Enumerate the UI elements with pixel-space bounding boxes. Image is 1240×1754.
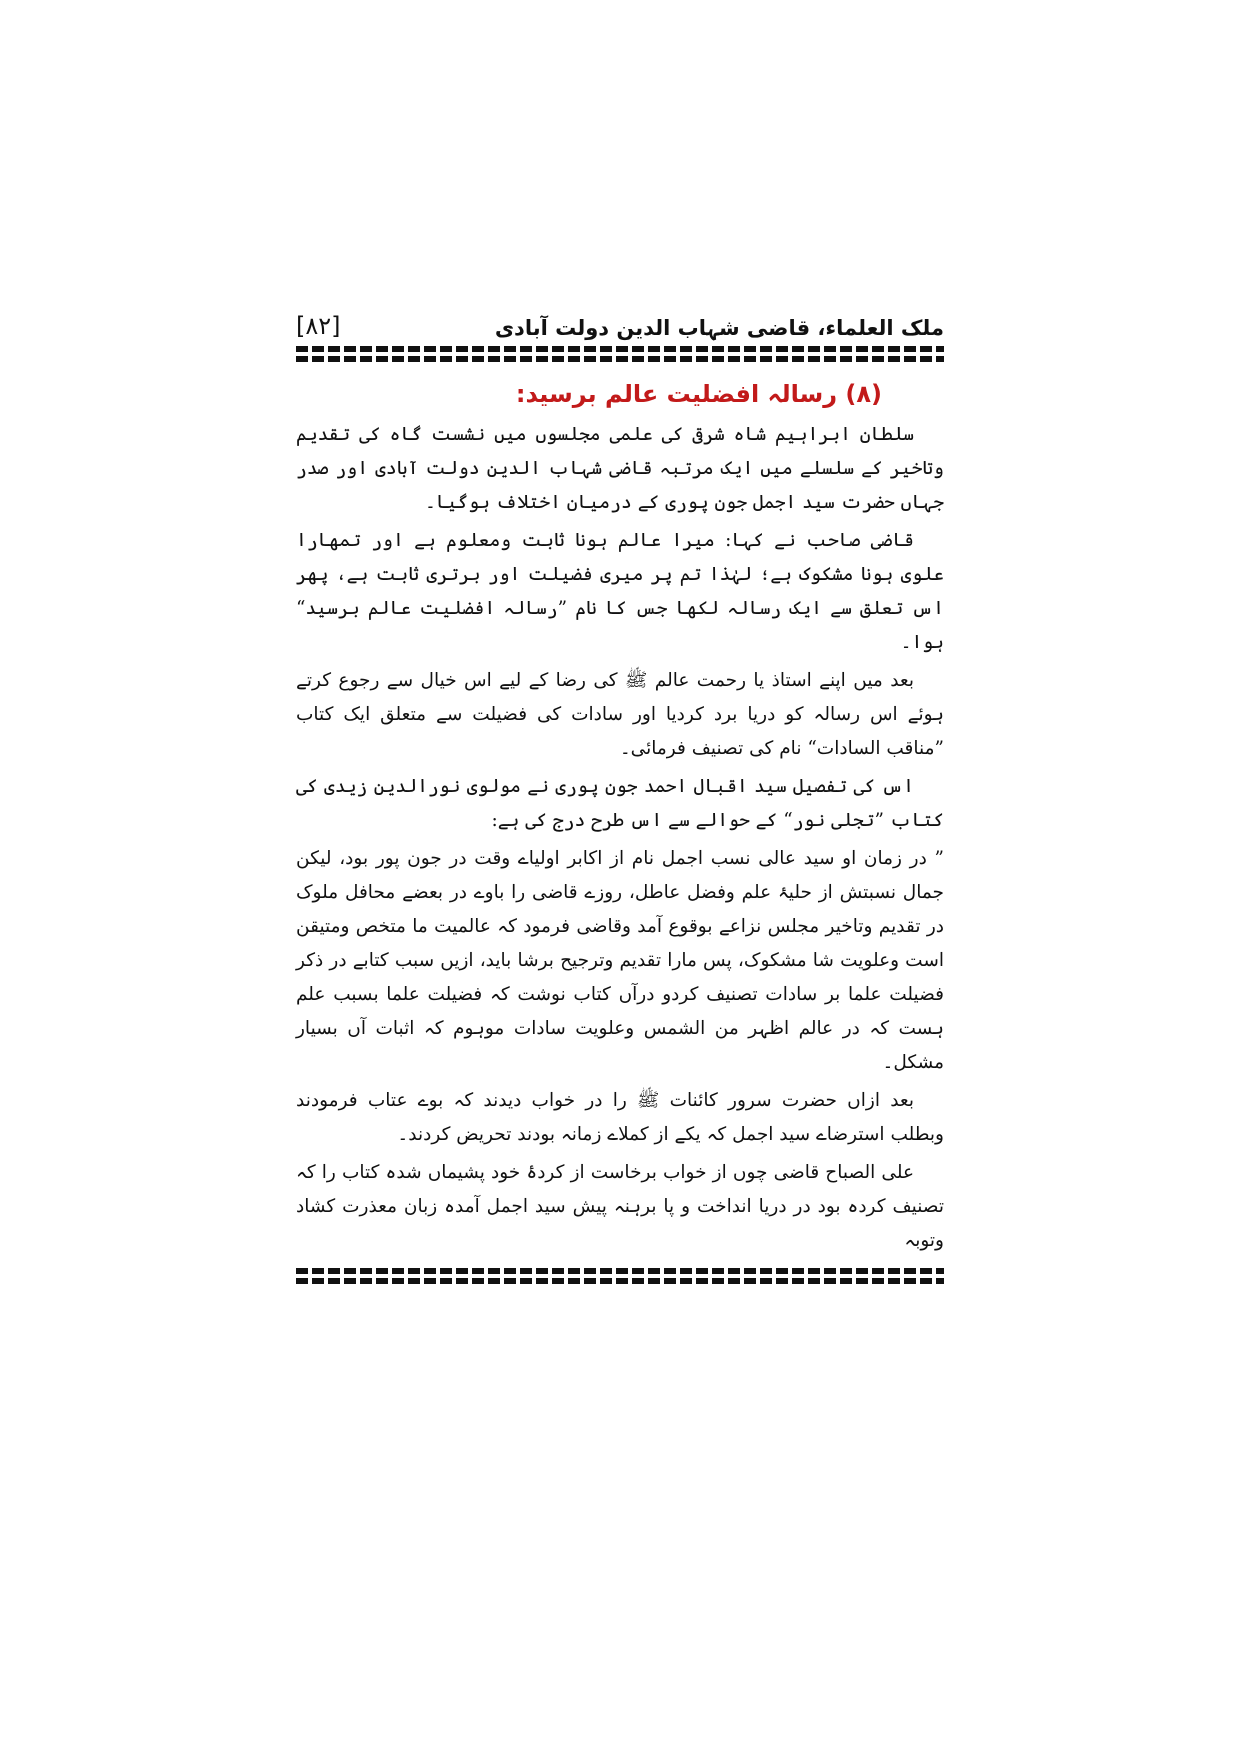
page-body bbox=[296, 418, 944, 1258]
paragraph: قاضی صاحب نے کہا: میرا عالم ہونا ثابت ومعلوم ہے اور تمھارا علوی ہونا مشکوک ہے؛ لہٰذا تم پر میری فضیلت اور برتری ثابت ہے، پھر اس تعلق سے ایک رسالہ لکھا جس کا نام ”رسالہ افضلیت عالم برسید“ ہوا۔ bbox=[296, 530, 944, 653]
page-number: [۸۲] bbox=[296, 312, 341, 340]
paragraph: سلطان ابراہیم شاہ شرقی کی علمی مجلسوں میں نشست گاہ کی تقدیم وتاخیر کے سلسلے میں ایک مرتبہ قاضی شہاب الدین دولت آبادی اور صدر جہاں حضرت سید اجمل جون پوری کے درمیان اختلاف ہوگیا۔ bbox=[296, 424, 944, 513]
footer-divider bbox=[296, 1268, 944, 1284]
book-title: ملک العلماء، قاضی شہاب الدین دولت آبادی bbox=[494, 316, 944, 340]
paragraph: بعد میں اپنے استاذ یا رحمت عالم ﷺ کی رضا کے لیے اس خیال سے رجوع کرتے ہوئے اس رسالہ کو دریا برد کردیا اور سادات کی فضیلت سے متعلق ایک کتاب ”مناقب السادات“ نام کی تصنیف فرمائی۔ bbox=[296, 670, 944, 759]
section-heading: (۸) رسالہ افضلیت عالم برسید: bbox=[515, 380, 882, 408]
persian-quotation: ” در زمان او سید عالی نسب اجمل نام از اکابر اولیاے وقت در جون پور بود، لیکن جمال نسبتش از حلیۂ علم وفضل عاطل، روزے قاضی را باوے در بعضے محافل ملوک در تقدیم وتاخیر مجلس نزاعے بوقوع آمد وقاضی فرمود کہ عالمیت ما متخص ومتیقن است وعلویت شا مشکوک، پس مارا تقدیم وترجیح برشا باید، ازیں سبب کتابے در ذکر فضیلت علما بر سادات تصنیف کردو درآں کتاب نوشت کہ فضیلت علما بسبب علم ہست کہ در عالم اظہر من الشمس وعلویت سادات موہوم کہ اثبات آں بسیار مشکل۔ bbox=[296, 848, 944, 1073]
header-divider bbox=[296, 346, 944, 362]
running-header bbox=[296, 300, 944, 340]
paragraph: اس کی تفصیل سید اقبال احمد جون پوری نے مولوی نورالدین زیدی کی کتاب ”تجلی نور“ کے حوالے سے اس طرح درج کی ہے: bbox=[296, 776, 944, 831]
paragraph: بعد ازاں حضرت سرور کائنات ﷺ را در خواب دیدند کہ بوے عتاب فرمودند وبطلب استرضاے سید اجمل کہ یکے از کملاے زمانہ بودند تحریض کردند۔ bbox=[296, 1090, 944, 1145]
paragraph: علی الصباح قاضی چوں از خواب برخاست از کردۂ خود پشیماں شدہ کتاب را کہ تصنیف کردہ بود در دریا انداخت و پا برہنہ پیش سید اجمل آمدہ زبان معذرت کشاد وتوبہ bbox=[296, 1162, 944, 1251]
book-page bbox=[296, 300, 944, 1284]
